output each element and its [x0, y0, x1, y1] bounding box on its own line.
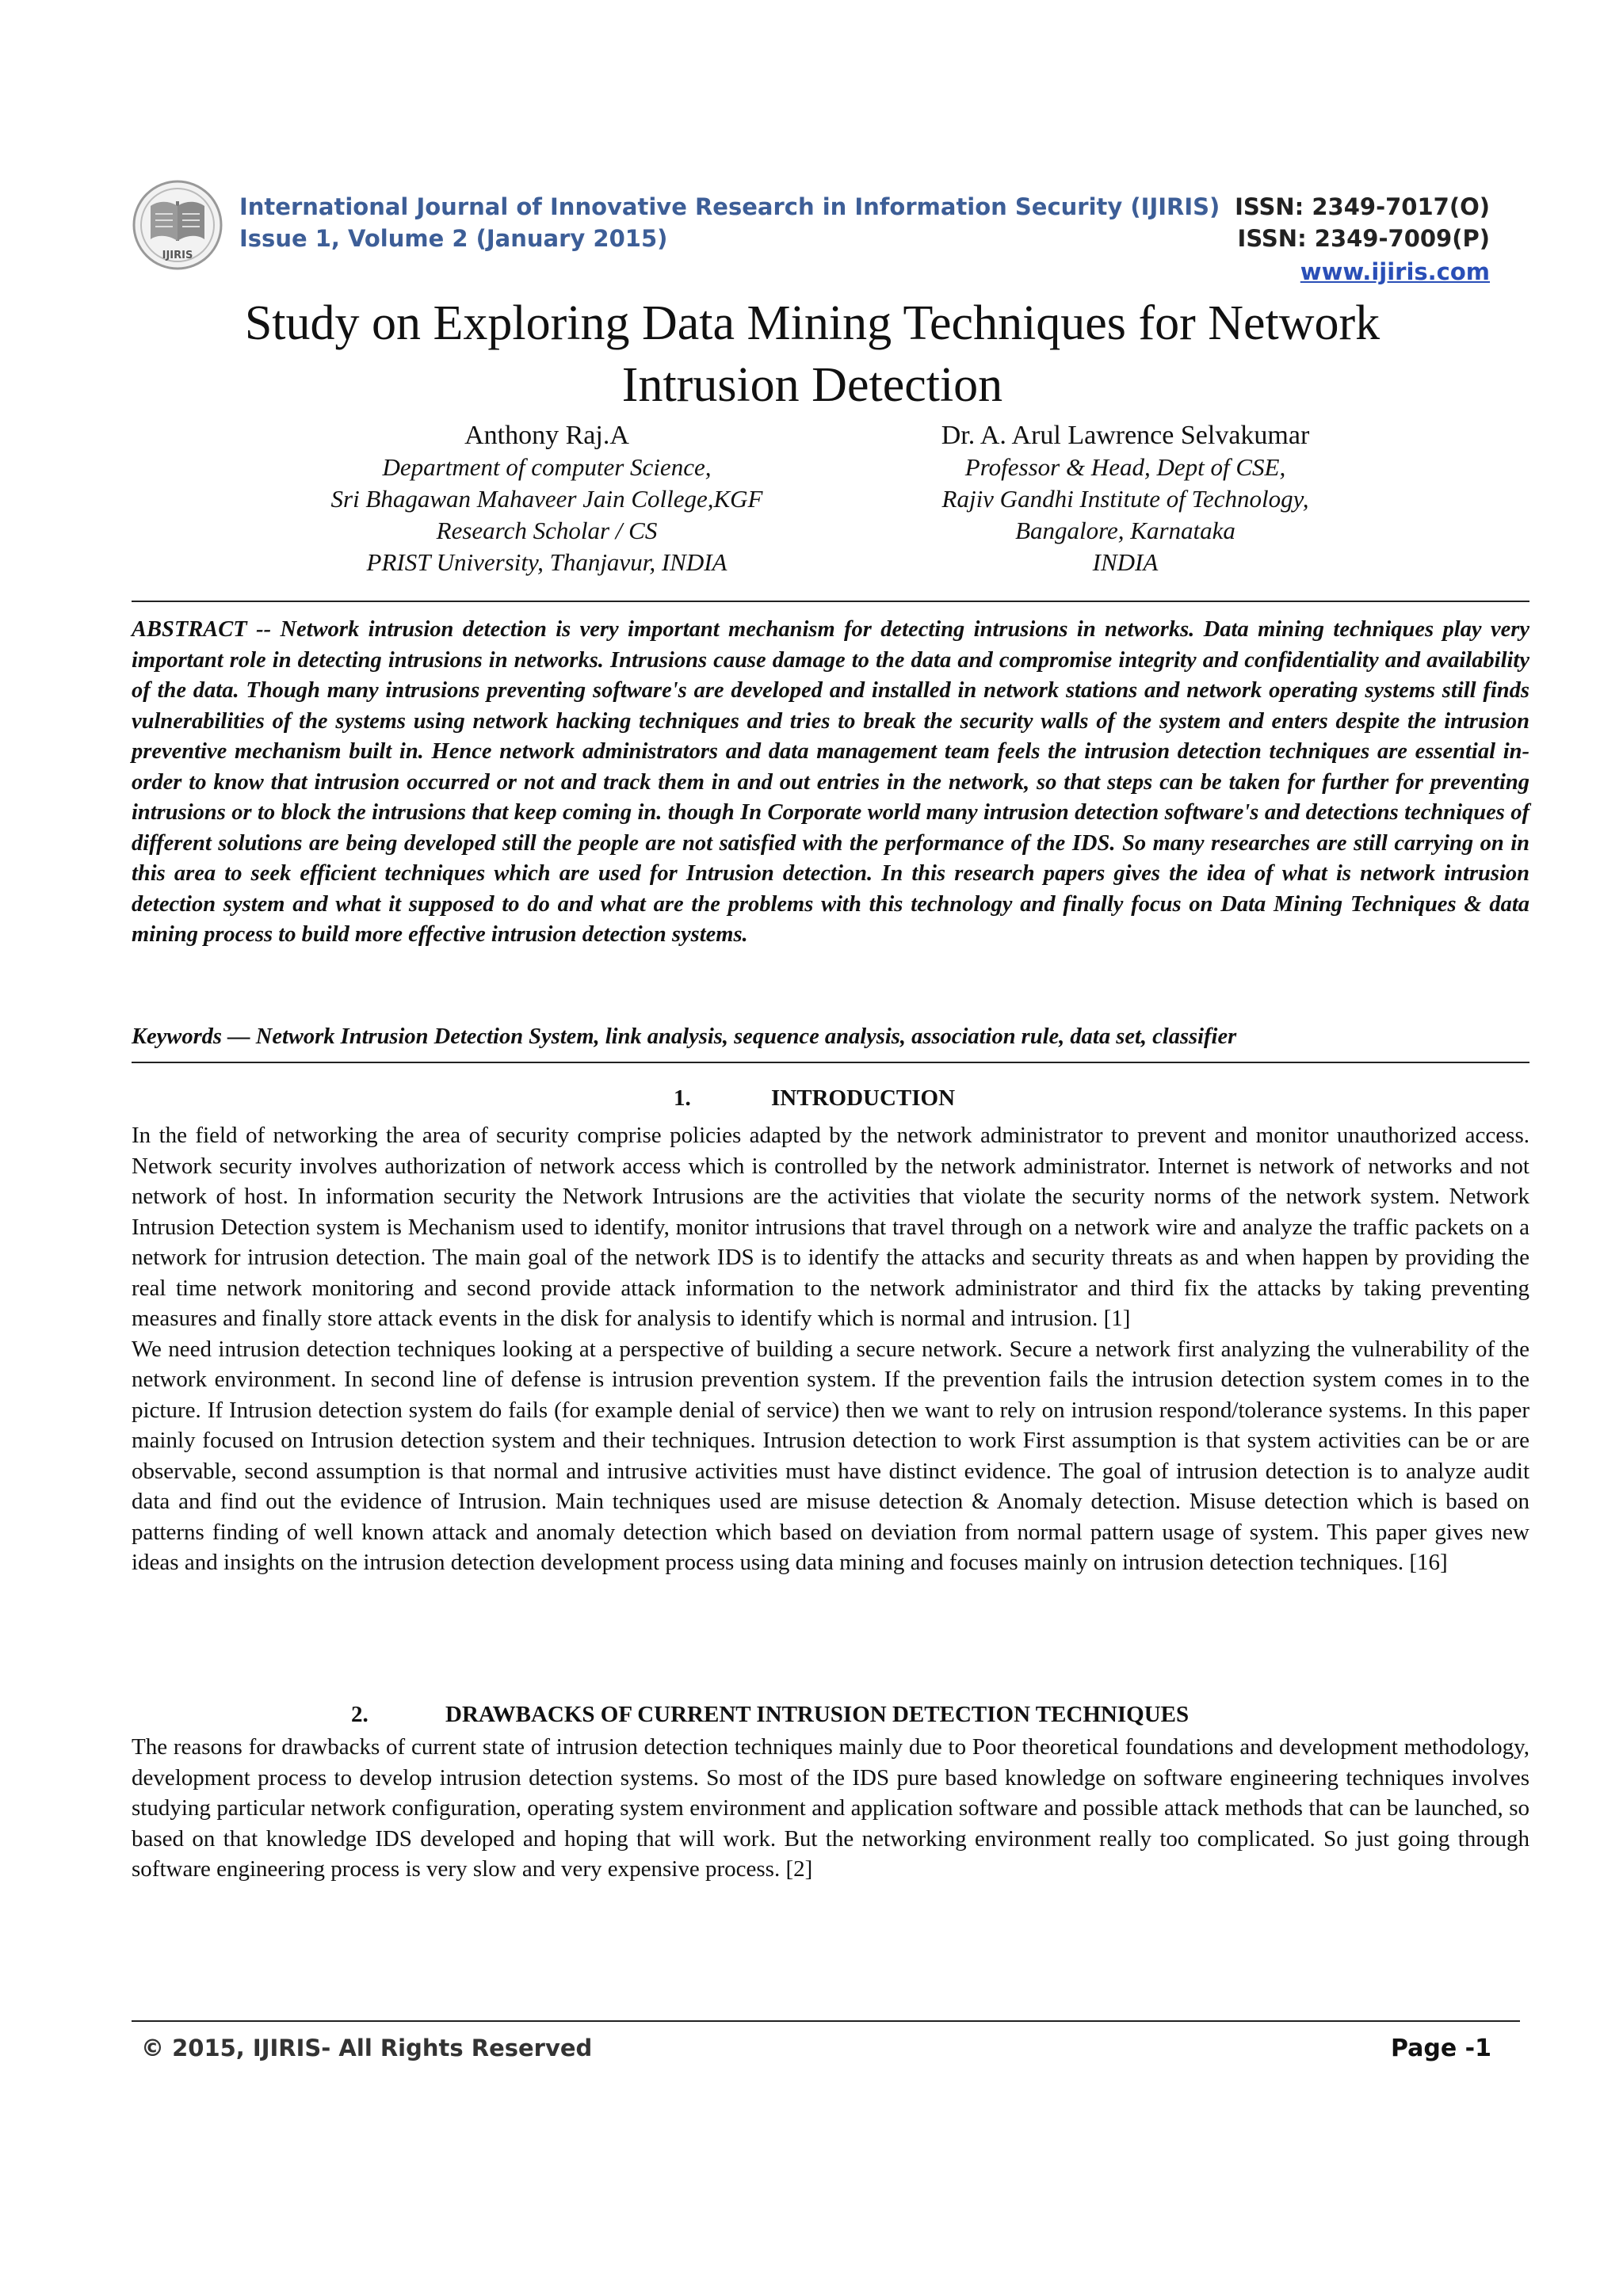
divider [132, 601, 1529, 602]
keywords: Keywords — Network Intrusion Detection System, link analysis, sequence analysis, association rule, data set, classifier [132, 1024, 1237, 1049]
page-number: Page -1 [1390, 2035, 1491, 2062]
paper-title-line-2: Intrusion Detection [621, 358, 1003, 412]
paragraph: The reasons for drawbacks of current state of intrusion detection techniques mainly due to Poor theoretical foundations and development methodology, development process to develop intrusion detection systems. So most of the IDS pure based knowledge on software engineering techniques involves studying particular network configuration, operating system environment and application software and possible attack methods that can be launched, so based on that knowledge IDS developed and hoping that will work. But the networking environment really too complicated. So just going through software engineering process is very slow and very expensive process. [2] [132, 1734, 1529, 1882]
journal-name: International Journal of Innovative Research in Information Security (IJIRIS) [239, 193, 1220, 220]
section-number: 2. [351, 1702, 369, 1727]
author-name: Anthony Raj.A [464, 421, 629, 450]
section-body [132, 1120, 1529, 1578]
divider [132, 1062, 1529, 1063]
author-affiliation: PRIST University, Thanjavur, INDIA [366, 548, 727, 576]
section-number: 1. [674, 1085, 691, 1111]
section-heading: INTRODUCTION [771, 1085, 956, 1111]
author-name: Dr. A. Arul Lawrence Selvakumar [941, 421, 1310, 450]
author-2 [816, 420, 1434, 578]
logo-text: IJIRIS [162, 250, 193, 261]
issn-print: ISSN: 2349-7009(P) [1237, 225, 1490, 252]
copyright-notice: © 2015, IJIRIS- All Rights Reserved [141, 2035, 593, 2061]
section-body [132, 1732, 1529, 1885]
author-affiliation: Bangalore, Karnataka [1015, 517, 1235, 544]
paragraph: We need intrusion detection techniques looking at a perspective of building a secure network. Secure a network first analyzing the vulnerability of the network environment. In second line of defense is intrusion prevention system. If the prevention fails the intrusion detection system comes in to the picture. If Intrusion detection system do fails (for example denial of service) then we want to rely on intrusion respond/tolerance systems. In this paper mainly focused on Intrusion detection system and their techniques. Intrusion detection to work First assumption is that system activities can be or are observable, second assumption is that normal and intrusive activities must have distinct evidence. The goal of intrusion detection is to analyze audit data and find out the evidence of Intrusion. Main techniques used are misuse detection & Anomaly detection. Misuse detection which is based on patterns finding of well known attack and anomaly detection which based on deviation from normal pattern usage of system. This paper gives new ideas and insights on the intrusion detection development process using data mining and focuses mainly on intrusion detection techniques. [16] [132, 1336, 1529, 1575]
issn-online: ISSN: 2349-7017(O) [1235, 193, 1490, 220]
section-heading: DRAWBACKS OF CURRENT INTRUSION DETECTION TECHNIQUES [445, 1702, 1190, 1727]
author-affiliation: Department of computer Science, [382, 453, 712, 481]
abstract: ABSTRACT -- Network intrusion detection is very important mechanism for detecting intrusions in networks. Data mining techniques play very important role in detecting intrusions in networks. Intrusions cause damage to the data and compromise integrity and confidentiality and availability of the data. Though many intrusions preventing software's are developed and installed in network stations and network operating systems still finds vulnerabilities of the systems using network hacking techniques and tries to break the security walls of the system and enters despite the intrusion preventive mechanism built in. Hence network administrators and data management team feels the intrusion detection techniques are essential in-order to know that intrusion occurred or not and track them in and out entries in the network, so that steps can be taken for further for preventing intrusions or to block the intrusions that keep coming in. though In Corporate world many intrusion detection software's and detections techniques of different solutions are being developed still the people are not satisfied with the performance of the IDS. So many researches are still carrying on in this area to seek efficient techniques which are used for Intrusion detection. In this research papers gives the idea of what is network intrusion detection system and what it supposed to do and what are the problems with this technology and finally focus on Data Mining Techniques & data mining process to build more effective intrusion detection systems. [132, 617, 1529, 947]
author-affiliation: Sri Bhagawan Mahaveer Jain College,KGF [330, 485, 763, 513]
journal-website-link[interactable]: www.ijiris.com [1300, 258, 1490, 285]
footer-divider [132, 2020, 1520, 2022]
author-1 [230, 420, 864, 578]
journal-logo [132, 179, 223, 271]
journal-issue: Issue 1, Volume 2 (January 2015) [239, 225, 668, 252]
author-affiliation: Rajiv Gandhi Institute of Technology, [941, 485, 1309, 513]
paragraph: In the field of networking the area of security comprise policies adapted by the network administrator to prevent and monitor unauthorized access. Network security involves authorization of network access which is controlled by the network administrator. Internet is network of networks and not network of host. In information security the Network Intrusions are the activities that violate the security norms of the network system. Network Intrusion Detection system is Mechanism used to identify, monitor intrusions that travel through on a network wire and analyze the traffic packets on a network for intrusion detection. The main goal of the network IDS is to identify the attacks and security threats as and when happen by providing the real time network monitoring and second provide attack information to the network administrator and third fix the attacks by taking preventing measures and finally store attack events in the disk for analysis to identify which is normal and intrusion. [1] [132, 1123, 1529, 1331]
author-affiliation: INDIA [1092, 548, 1159, 576]
author-affiliation: Professor & Head, Dept of CSE, [964, 453, 1286, 481]
author-affiliation: Research Scholar / CS [436, 517, 658, 544]
paper-title-line-1: Study on Exploring Data Mining Techniques for Network [244, 296, 1381, 350]
